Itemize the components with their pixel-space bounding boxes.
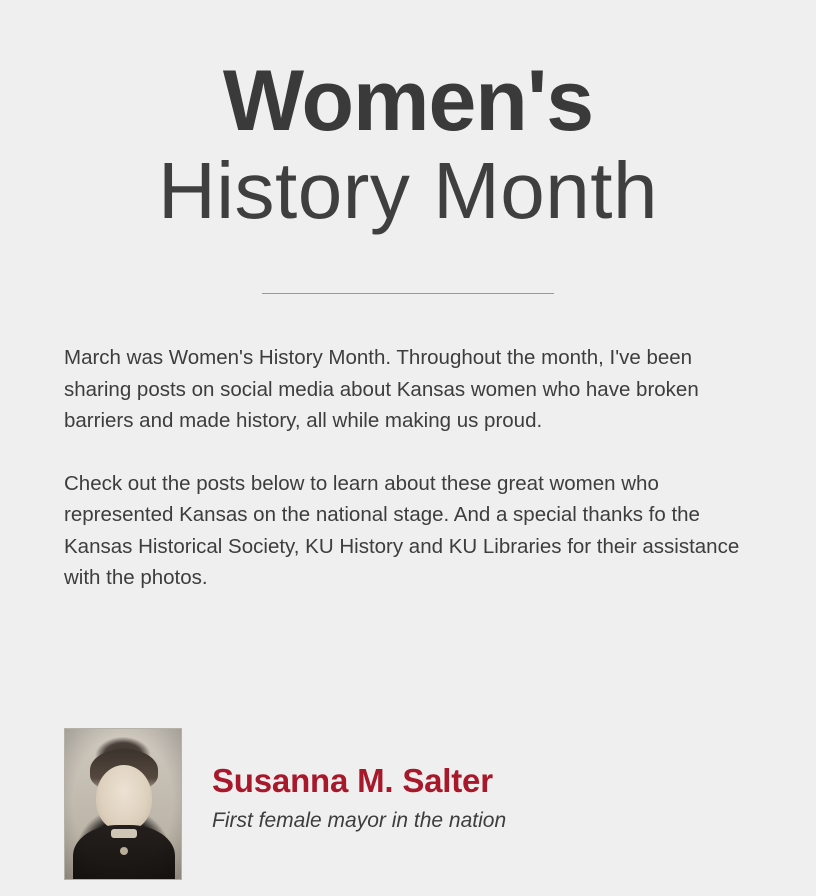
body-paragraph-2: Check out the posts below to learn about these great women who represented Kansas on the national stage. And a special thanks fo the Kansas Historical Society, KU History and KU Libraries for their assistance with the photos.	[64, 471, 740, 590]
body-copy	[64, 342, 752, 594]
person-name: Susanna M. Salter	[212, 762, 493, 799]
title-divider	[262, 293, 554, 294]
page-title	[0, 0, 816, 238]
person-role: First female mayor in the nation	[212, 809, 507, 832]
title-line-primary: Women's	[222, 53, 594, 149]
list-item	[64, 728, 506, 880]
title-line-secondary: History Month	[158, 146, 658, 235]
portrait-vignette	[65, 729, 181, 879]
person-details	[212, 728, 506, 832]
body-paragraph-1: March was Women's History Month. Throughout the month, I've been sharing posts on social media about Kansas women who have broken barriers and made history, all while making us proud.	[64, 346, 699, 433]
portrait-photo	[64, 728, 182, 880]
